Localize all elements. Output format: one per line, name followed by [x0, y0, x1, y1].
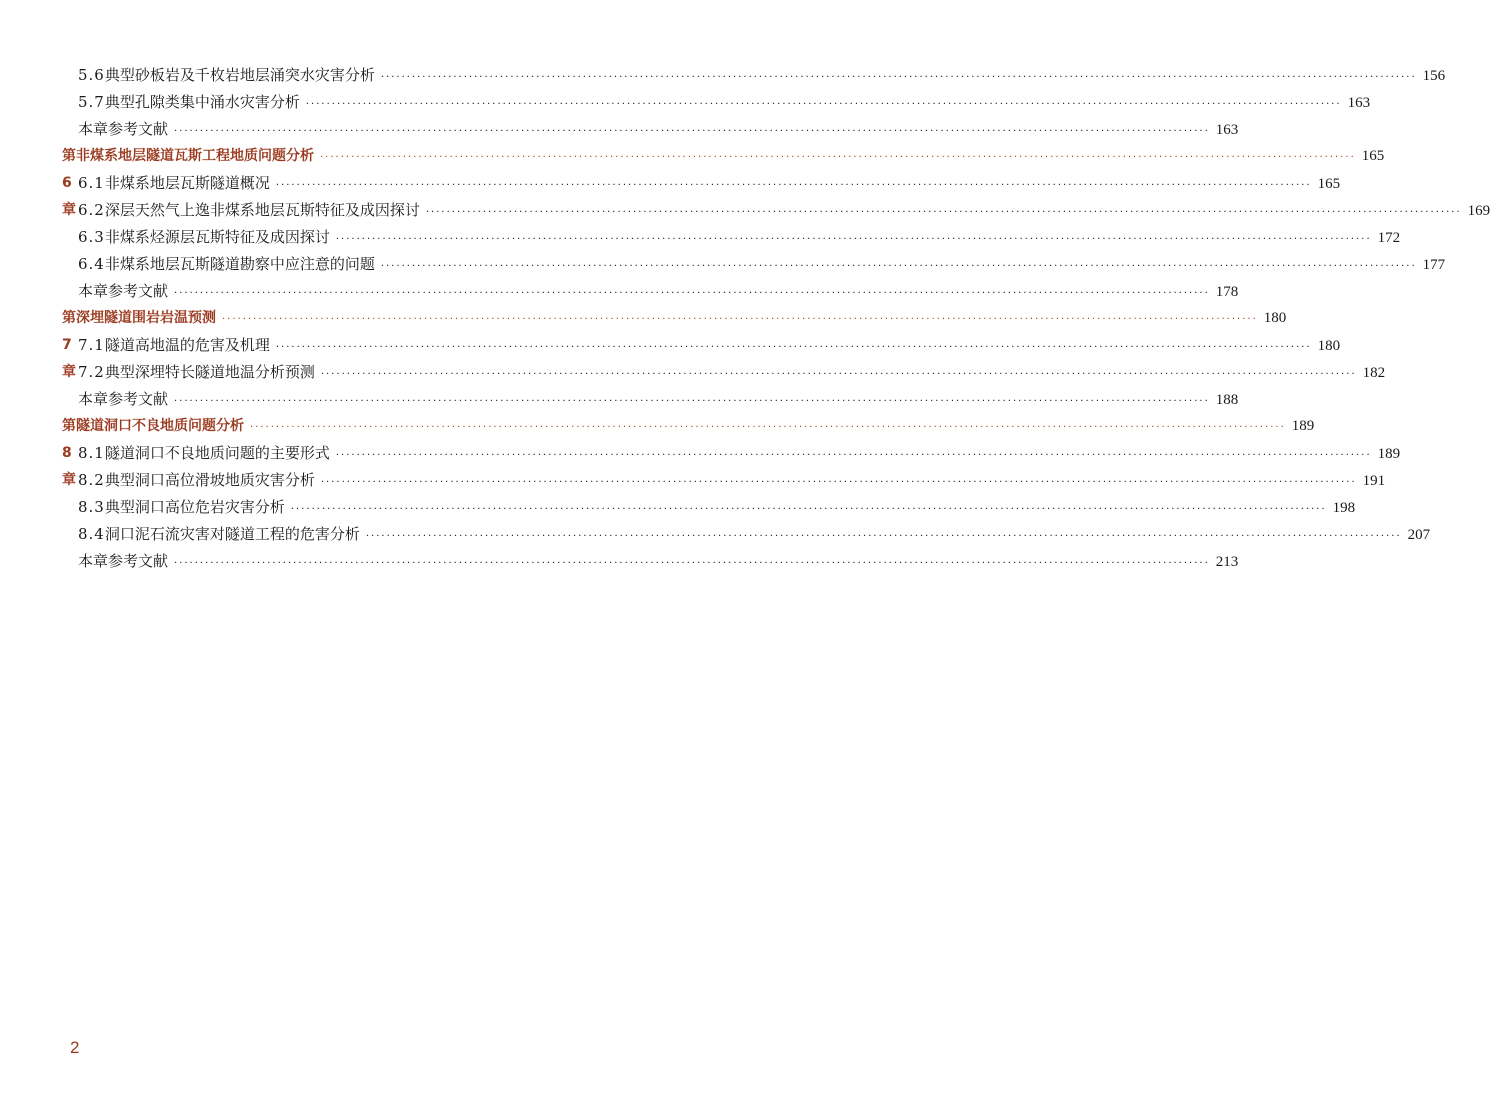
toc-entry-number: 第 8 章	[62, 418, 76, 488]
dot-leader: ········································································································································································································	[335, 234, 1372, 245]
toc-entry-title: 非煤系地层瓦斯隧道勘察中应注意的问题	[104, 255, 375, 273]
toc-entry-number: 8.2	[78, 471, 105, 489]
dot-leader: ········································································································································································································	[222, 314, 1258, 325]
toc-entry-number: 8.4	[78, 525, 105, 543]
toc-section-row	[62, 251, 1446, 278]
toc-entry-page: 177	[1422, 257, 1446, 273]
toc-entry-page: 180	[1317, 338, 1341, 354]
toc-entry-page: 182	[1362, 365, 1386, 381]
toc-references-row	[62, 278, 1239, 305]
toc-entry-page: 180	[1263, 310, 1287, 326]
toc-entry-page: 189	[1377, 446, 1401, 462]
toc-entry-page: 165	[1317, 176, 1341, 192]
toc-entry-number: 第 7 章	[62, 310, 76, 380]
toc-section-row	[62, 521, 1431, 548]
toc-entry-number: 7.1	[78, 336, 105, 354]
toc-entry-number: 5.7	[78, 93, 105, 111]
toc-entry-number: 第 6 章	[62, 148, 76, 218]
toc-entry-title: 本章参考文献	[78, 390, 169, 408]
toc-entry-page: 165	[1361, 148, 1385, 164]
dot-leader: ········································································································································································································	[380, 72, 1417, 83]
toc-section-row	[62, 197, 1490, 224]
dot-leader: ········································································································································································································	[174, 288, 1210, 299]
toc-entry-title: 典型深埋特长隧道地温分析预测	[104, 363, 315, 381]
toc-entry-page: 156	[1422, 68, 1446, 84]
toc-references-row	[62, 386, 1239, 413]
dot-leader: ········································································································································································································	[174, 396, 1210, 407]
toc-entry-page: 188	[1215, 392, 1239, 408]
toc-references-row	[62, 116, 1239, 143]
dot-leader: ········································································································································································································	[425, 207, 1462, 218]
toc-entry-title: 隧道高地温的危害及机理	[104, 336, 270, 354]
toc-entry-title: 本章参考文献	[78, 552, 169, 570]
toc-section-row	[62, 359, 1386, 386]
toc-entry-page: 163	[1215, 122, 1239, 138]
toc-section-row	[62, 170, 1341, 197]
toc-entry-title: 深层天然气上逸非煤系地层瓦斯特征及成因探讨	[104, 201, 420, 219]
toc-section-row	[62, 494, 1356, 521]
toc-entry-title: 典型砂板岩及千枚岩地层涌突水灾害分析	[104, 66, 375, 84]
dot-leader: ········································································································································································································	[275, 180, 1312, 191]
toc-entry-number: 6.2	[78, 201, 105, 219]
toc-entry-page: 169	[1467, 203, 1490, 219]
toc-section-row	[62, 224, 1401, 251]
toc-entry-number: 6.1	[78, 174, 105, 192]
toc-entry-title: 洞口泥石流灾害对隧道工程的危害分析	[104, 525, 360, 543]
dot-leader: ········································································································································································································	[335, 450, 1372, 461]
toc-entry-title: 本章参考文献	[78, 120, 169, 138]
dot-leader: ········································································································································································································	[320, 369, 1357, 380]
dot-leader: ········································································································································································································	[305, 99, 1342, 110]
dot-leader: ········································································································································································································	[174, 126, 1210, 137]
toc-entry-number: 6.4	[78, 255, 105, 273]
dot-leader: ········································································································································································································	[275, 342, 1312, 353]
toc-section-row	[62, 62, 1446, 89]
dot-leader: ········································································································································································································	[320, 152, 1356, 163]
toc-entry-number: 6.3	[78, 228, 105, 246]
toc-entry-title: 深埋隧道围岩岩温预测	[76, 310, 216, 326]
toc-entry-number: 8.1	[78, 444, 105, 462]
dot-leader: ········································································································································································································	[290, 504, 1327, 515]
toc-entry-title: 非煤系烃源层瓦斯特征及成因探讨	[104, 228, 330, 246]
toc-section-row	[62, 440, 1401, 467]
dot-leader: ········································································································································································································	[320, 477, 1357, 488]
toc-section-row	[62, 89, 1371, 116]
toc-entry-number: 8.3	[78, 498, 105, 516]
toc-entry-title: 非煤系地层瓦斯隧道概况	[104, 174, 270, 192]
toc-entry-title: 本章参考文献	[78, 282, 169, 300]
toc-entry-title: 隧道洞口不良地质问题分析	[76, 418, 244, 434]
toc-entry-title: 非煤系地层隧道瓦斯工程地质问题分析	[76, 148, 314, 164]
toc-entry-number: 7.2	[78, 363, 105, 381]
dot-leader: ········································································································································································································	[174, 558, 1210, 569]
toc-references-row	[62, 548, 1239, 575]
page-number: 2	[70, 1038, 80, 1057]
toc-entry-title: 隧道洞口不良地质问题的主要形式	[104, 444, 330, 462]
toc-section-row	[62, 467, 1386, 494]
toc-entry-title: 典型洞口高位滑坡地质灾害分析	[104, 471, 315, 489]
toc-entry-title: 典型孔隙类集中涌水灾害分析	[104, 93, 300, 111]
toc-entry-page: 189	[1291, 418, 1315, 434]
toc-entry-page: 163	[1347, 95, 1371, 111]
table-of-contents	[62, 62, 1490, 575]
toc-entry-page: 191	[1362, 473, 1386, 489]
toc-entry-page: 178	[1215, 284, 1239, 300]
toc-entry-title: 典型洞口高位危岩灾害分析	[104, 498, 285, 516]
dot-leader: ········································································································································································································	[380, 261, 1417, 272]
toc-entry-page: 198	[1332, 500, 1356, 516]
toc-entry-page: 207	[1407, 527, 1431, 543]
dot-leader: ········································································································································································································	[250, 422, 1286, 433]
toc-entry-page: 213	[1215, 554, 1239, 570]
toc-entry-number: 5.6	[78, 66, 105, 84]
toc-entry-page: 172	[1377, 230, 1401, 246]
dot-leader: ········································································································································································································	[365, 531, 1402, 542]
toc-section-row	[62, 332, 1341, 359]
